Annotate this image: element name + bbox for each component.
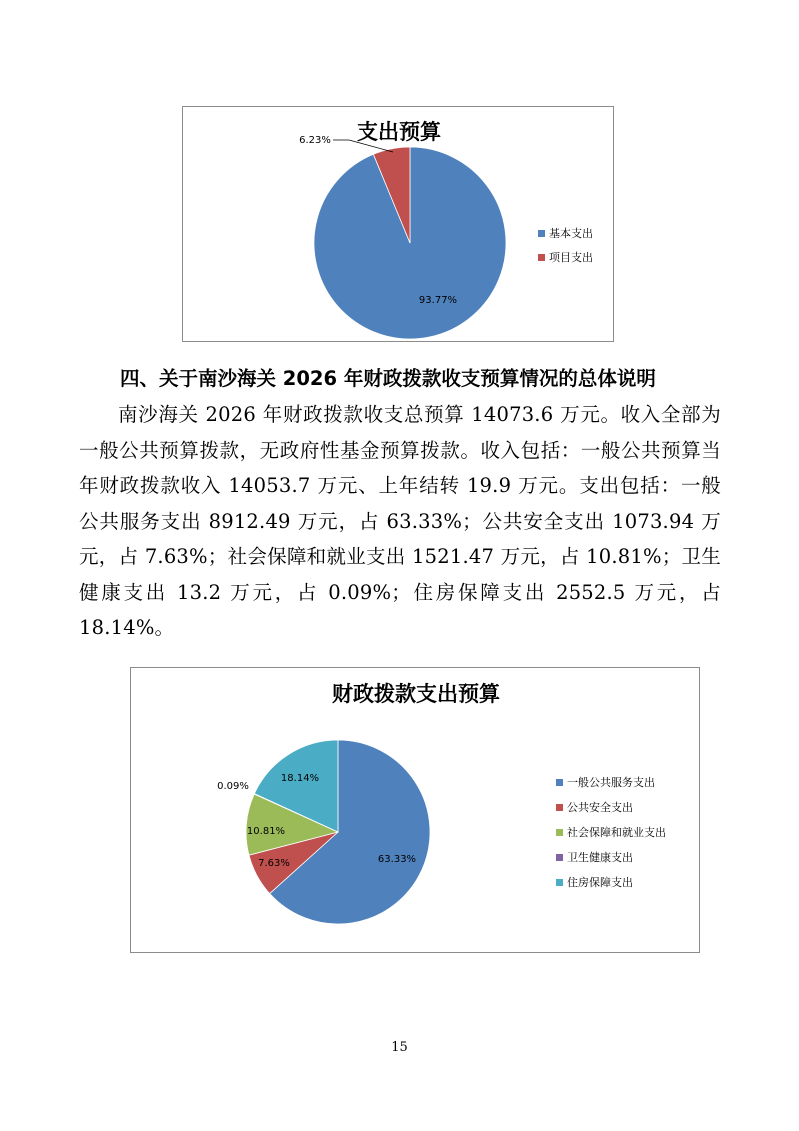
legend-label-1: 一般公共服务支出 [567,776,655,789]
section-heading: 四、关于南沙海关 2026 年财政拨款收支预算情况的总体说明 [120,367,656,390]
data-label-2: 6.23% [299,135,331,146]
data-label-2: 7.63% [258,858,290,869]
chart2-title: 财政拨款支出预算 [332,682,500,706]
legend-swatch-2 [538,254,545,261]
legend-swatch-1 [538,230,545,237]
legend-label-1: 基本支出 [549,227,593,240]
legend-label-2: 项目支出 [549,251,593,264]
legend-swatch-5 [556,879,563,886]
legend-label-5: 住房保障支出 [567,876,633,889]
expenditure-budget-chart [182,106,614,342]
legend-label-4: 卫生健康支出 [567,851,633,864]
data-label-4: 0.09% [217,781,249,792]
fiscal-appropriation-expenditure-chart [130,667,700,953]
data-label-5: 18.14% [280,773,320,784]
legend-label-3: 社会保障和就业支出 [567,826,666,839]
data-label-1: 63.33% [377,854,417,865]
chart2-svg [131,668,701,954]
budget-paragraph: 南沙海关 2026 年财政拨款收支总预算 14073.6 万元。收入全部为一般公共预算拨款，无政府性基金预算拨款。收入包括：一般公共预算当年财政拨款收入 14053.7 万元、上年结转 19.9 万元。支出包括：一般公共服务支出 8912.49 万元，占 63.33%；公共安全支出 1073.94 万元，占 7.63%；社会保障和就业支出 1521.47 万元，占 10.81%；卫生健康支出 13.2 万元，占 0.09%；住房保障支出 2552.5 万元，占 18.14%。 [79,403,721,639]
data-label-3: 10.81% [246,826,286,837]
legend-swatch-3 [556,829,563,836]
data-label-1: 93.77% [418,295,458,306]
legend-label-2: 公共安全支出 [567,801,633,814]
chart1-title: 支出预算 [357,120,441,144]
chart1-svg [183,107,615,343]
page-number: 15 [391,1040,408,1055]
legend-swatch-1 [556,779,563,786]
legend-swatch-2 [556,804,563,811]
legend-swatch-4 [556,854,563,861]
